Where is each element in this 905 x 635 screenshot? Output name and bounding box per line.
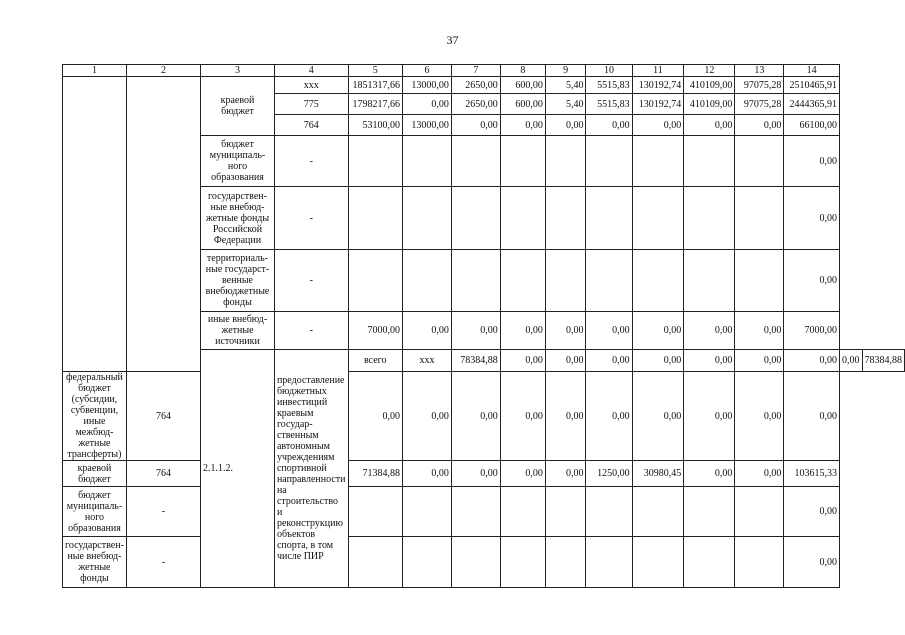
value-cell: 0,00	[684, 312, 735, 350]
value-cell	[684, 250, 735, 312]
value-cell	[451, 136, 500, 187]
source-cell: краевой бюджет	[201, 77, 275, 136]
value-cell: 5515,83	[586, 77, 632, 94]
value-cell: 71384,88	[348, 461, 402, 487]
table-row	[63, 537, 905, 588]
source-cell: территориаль-ные государст-венные внебюджетные фонды	[201, 250, 275, 312]
code-cell: ххх	[402, 350, 451, 372]
value-cell: 0,00	[451, 312, 500, 350]
value-cell	[632, 250, 684, 312]
value-cell	[684, 136, 735, 187]
value-cell	[735, 136, 784, 187]
value-cell	[586, 537, 632, 588]
value-cell: 0,00	[632, 372, 684, 461]
value-cell: 0,00	[545, 461, 586, 487]
table-row	[63, 461, 905, 487]
value-cell	[684, 187, 735, 250]
source-cell: краевой бюджет	[63, 461, 127, 487]
value-cell: 600,00	[500, 94, 545, 115]
column-header: 12	[684, 65, 735, 77]
value-cell: 0,00	[402, 461, 451, 487]
value-cell	[348, 537, 402, 588]
table-row	[63, 487, 905, 537]
value-cell: 130192,74	[632, 77, 684, 94]
value-cell: 78384,88	[451, 350, 500, 372]
value-cell: 0,00	[586, 372, 632, 461]
value-cell	[500, 136, 545, 187]
value-cell: 0,00	[684, 461, 735, 487]
value-cell: 0,00	[735, 372, 784, 461]
value-cell: 0,00	[545, 312, 586, 350]
value-cell	[500, 250, 545, 312]
value-cell: 0,00	[784, 350, 840, 372]
source-cell: федеральный бюджет (субсидии, субвенции, иные межбюд-жетные трансферты)	[63, 372, 127, 461]
value-cell: 2510465,91	[784, 77, 840, 94]
value-cell: 1250,00	[586, 461, 632, 487]
code-cell: -	[274, 312, 348, 350]
value-cell: 0,00	[632, 115, 684, 136]
value-cell	[402, 487, 451, 537]
budget-table	[62, 64, 905, 588]
table-row	[63, 77, 905, 94]
column-header: 8	[500, 65, 545, 77]
value-cell: 0,00	[735, 115, 784, 136]
value-cell	[735, 187, 784, 250]
value-cell	[500, 537, 545, 588]
value-cell: 0,00	[500, 350, 545, 372]
value-cell: 0,00	[784, 372, 840, 461]
value-cell: 0,00	[684, 115, 735, 136]
value-cell	[586, 487, 632, 537]
column-header: 7	[451, 65, 500, 77]
total-cell: 0,00	[784, 136, 840, 187]
value-cell: 600,00	[500, 77, 545, 94]
value-cell: 1798217,66	[348, 94, 402, 115]
value-cell	[545, 537, 586, 588]
value-cell: 410109,00	[684, 77, 735, 94]
value-cell	[402, 187, 451, 250]
value-cell: 0,00	[545, 372, 586, 461]
value-cell: 97075,28	[735, 94, 784, 115]
column-header: 5	[348, 65, 402, 77]
code-cell: 764	[126, 372, 200, 461]
source-cell: иные внебюд-жетные источники	[201, 312, 275, 350]
code-cell: ххх	[274, 77, 348, 94]
source-cell: бюджет муниципаль-ного образования	[63, 487, 127, 537]
value-cell: 0,00	[684, 372, 735, 461]
value-cell: 0,00	[402, 94, 451, 115]
total-cell: 0,00	[784, 187, 840, 250]
value-cell	[451, 487, 500, 537]
value-cell: 78384,88	[862, 350, 905, 372]
value-cell: 0,00	[500, 312, 545, 350]
value-cell: 0,00	[632, 350, 684, 372]
value-cell	[348, 187, 402, 250]
value-cell: 30980,45	[632, 461, 684, 487]
column-header: 1	[63, 65, 127, 77]
value-cell	[632, 487, 684, 537]
value-cell	[500, 487, 545, 537]
value-cell: 13000,00	[402, 115, 451, 136]
column-header: 2	[126, 65, 200, 77]
value-cell: 2650,00	[451, 94, 500, 115]
value-cell	[586, 136, 632, 187]
row-name: предоставление бюджетных инвестиций краевым государ-ственным автономным учреждениям спортивной направленности на строительство и реконструкцию объектов спорта, в том числе ПИР	[274, 350, 348, 588]
value-cell	[500, 187, 545, 250]
value-cell: 0,00	[735, 461, 784, 487]
column-header: 11	[632, 65, 684, 77]
value-cell	[735, 487, 784, 537]
value-cell	[545, 250, 586, 312]
value-cell: 0,00	[348, 372, 402, 461]
value-cell: 103615,33	[784, 461, 840, 487]
total-cell: 0,00	[784, 487, 840, 537]
value-cell: 0,00	[545, 115, 586, 136]
value-cell: 0,00	[586, 312, 632, 350]
value-cell: 7000,00	[348, 312, 402, 350]
code-cell: 775	[274, 94, 348, 115]
source-cell: всего	[348, 350, 402, 372]
code-cell: 764	[274, 115, 348, 136]
value-cell	[402, 136, 451, 187]
value-cell	[735, 537, 784, 588]
code-cell: -	[274, 136, 348, 187]
value-cell	[451, 250, 500, 312]
value-cell	[586, 187, 632, 250]
value-cell: 0,00	[840, 350, 863, 372]
column-header: 4	[274, 65, 348, 77]
value-cell	[735, 250, 784, 312]
column-header: 6	[402, 65, 451, 77]
value-cell	[402, 537, 451, 588]
index-cell	[63, 77, 127, 372]
value-cell: 2650,00	[451, 77, 500, 94]
value-cell: 0,00	[545, 350, 586, 372]
value-cell	[684, 487, 735, 537]
value-cell: 0,00	[500, 461, 545, 487]
source-cell: государствен-ные внебюд-жетные фонды Российской Федерации	[201, 187, 275, 250]
value-cell	[545, 136, 586, 187]
name-cell	[126, 77, 200, 372]
value-cell: 410109,00	[684, 94, 735, 115]
value-cell	[684, 537, 735, 588]
value-cell: 0,00	[684, 350, 735, 372]
value-cell: 0,00	[451, 115, 500, 136]
value-cell: 1851317,66	[348, 77, 402, 94]
column-header-row	[63, 65, 905, 77]
total-cell: 0,00	[784, 250, 840, 312]
value-cell: 0,00	[451, 461, 500, 487]
value-cell	[348, 250, 402, 312]
value-cell: 0,00	[586, 350, 632, 372]
value-cell: 5,40	[545, 94, 586, 115]
value-cell	[348, 136, 402, 187]
code-cell: 764	[126, 461, 200, 487]
value-cell: 5515,83	[586, 94, 632, 115]
value-cell: 0,00	[735, 312, 784, 350]
value-cell: 130192,74	[632, 94, 684, 115]
value-cell: 5,40	[545, 77, 586, 94]
column-header: 9	[545, 65, 586, 77]
value-cell: 53100,00	[348, 115, 402, 136]
code-cell: -	[274, 187, 348, 250]
value-cell: 7000,00	[784, 312, 840, 350]
code-cell: -	[274, 250, 348, 312]
value-cell: 0,00	[735, 350, 784, 372]
total-cell: 0,00	[784, 537, 840, 588]
value-cell	[545, 187, 586, 250]
value-cell: 0,00	[632, 312, 684, 350]
value-cell: 0,00	[402, 312, 451, 350]
value-cell: 66100,00	[784, 115, 840, 136]
value-cell: 0,00	[402, 372, 451, 461]
value-cell	[632, 537, 684, 588]
column-header: 14	[784, 65, 840, 77]
row-index: 2.1.1.2.	[201, 350, 275, 588]
value-cell	[632, 136, 684, 187]
value-cell	[402, 250, 451, 312]
value-cell	[632, 187, 684, 250]
code-cell: -	[126, 487, 200, 537]
page-number: 37	[446, 33, 459, 47]
value-cell	[545, 487, 586, 537]
value-cell	[586, 250, 632, 312]
value-cell	[451, 537, 500, 588]
value-cell	[348, 487, 402, 537]
value-cell: 0,00	[586, 115, 632, 136]
value-cell: 13000,00	[402, 77, 451, 94]
column-header: 13	[735, 65, 784, 77]
value-cell: 0,00	[500, 115, 545, 136]
code-cell: -	[126, 537, 200, 588]
source-cell: бюджет муниципаль-ного образования	[201, 136, 275, 187]
value-cell: 2444365,91	[784, 94, 840, 115]
value-cell: 0,00	[500, 372, 545, 461]
value-cell	[451, 187, 500, 250]
source-cell: государствен-ные внебюд-жетные фонды	[63, 537, 127, 588]
value-cell: 97075,28	[735, 77, 784, 94]
column-header: 3	[201, 65, 275, 77]
value-cell: 0,00	[451, 372, 500, 461]
column-header: 10	[586, 65, 632, 77]
table-row	[63, 372, 905, 461]
